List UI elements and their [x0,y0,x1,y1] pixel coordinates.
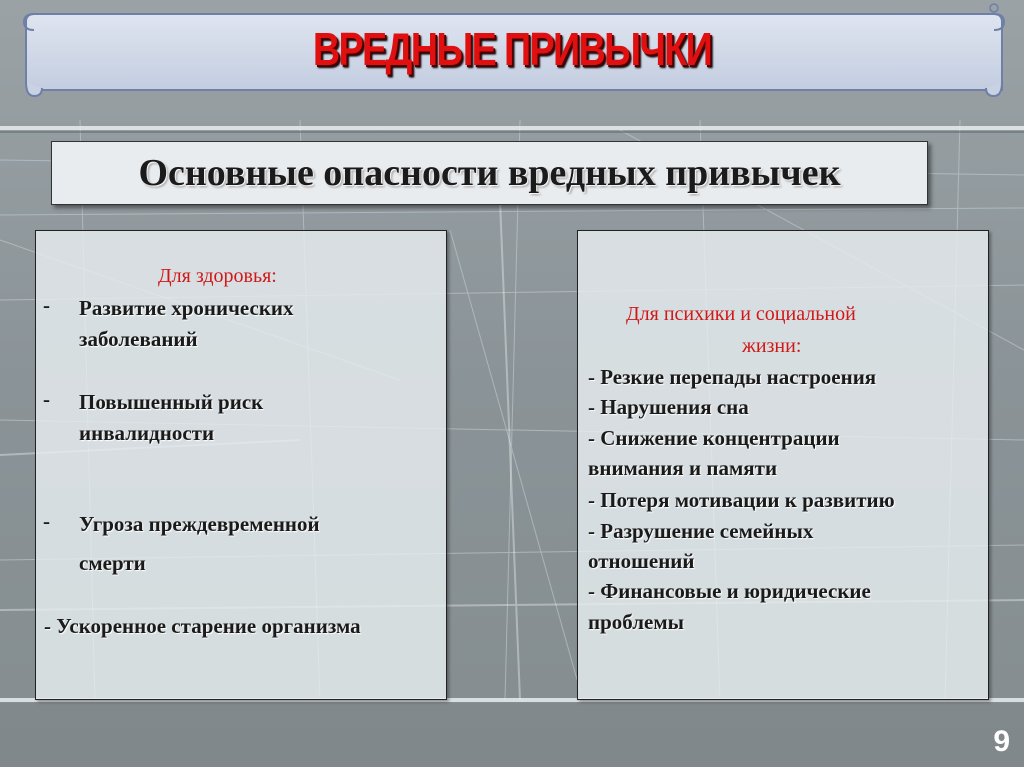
list-item: - Резкие перепады настроения [588,365,877,389]
list-item: - Снижение концентрации [588,426,840,450]
list-item: - Финансовые и юридические [588,579,871,603]
slide-subtitle: Основные опасности вредных привычек [138,152,841,194]
list-item: проблемы [588,610,685,634]
psyche-heading: жизни: [742,335,802,357]
list-marker: - [43,509,50,533]
list-item: Развитие хронических [79,296,294,320]
list-item: - Ускоренное старение организма [44,614,361,638]
list-item: смерти [79,551,146,575]
list-item: инвалидности [79,421,215,445]
list-marker: - [43,293,50,317]
list-item: Повышенный риск [79,390,264,414]
list-item: - Потеря мотивации к развитию [588,488,895,512]
psyche-heading: Для психики и социальной [626,303,856,325]
health-heading: Для здоровья: [158,265,277,287]
list-item: - Нарушения сна [588,395,749,419]
subtitle-box [51,141,928,205]
list-item: внимания и памяти [588,456,778,480]
list-item: Угроза преждевременной [79,512,320,536]
list-marker: - [43,387,50,411]
page-number: 9 [993,725,1010,758]
list-item: - Разрушение семейных [588,519,814,543]
psyche-social-dangers-panel [577,230,989,700]
health-dangers-panel [35,230,447,700]
slide-title: ВРЕДНЫЕ ПРИВЫЧКИ [312,23,712,75]
list-item: отношений [588,549,695,573]
list-item: заболеваний [79,327,198,351]
